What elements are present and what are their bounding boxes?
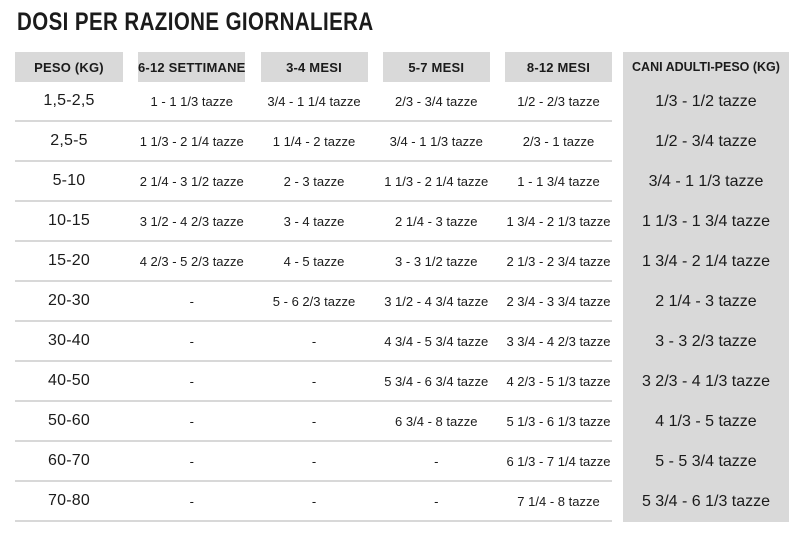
table-row <box>15 402 612 442</box>
table-row <box>15 442 612 482</box>
months-8-12-cell: 2 3/4 - 3 3/4 tazze <box>506 293 611 309</box>
table-row <box>15 282 612 322</box>
months-3-4-cell: - <box>311 413 317 429</box>
months-8-12-cell: 4 2/3 - 5 1/3 tazze <box>506 373 611 389</box>
months-3-4-cell: 1 1/4 - 2 tazze <box>272 133 356 149</box>
table-body <box>15 82 612 522</box>
adult-dose-cell: 3 - 3 2/3 tazze <box>655 333 757 350</box>
weight-cell: 5-10 <box>52 172 86 189</box>
page-title: DOSI PER RAZIONE GIORNALIERA <box>17 8 374 36</box>
months-5-7-cell: 2/3 - 3/4 tazze <box>395 93 478 109</box>
adult-dogs-column <box>623 52 789 522</box>
weight-cell: 1,5-2,5 <box>43 92 95 109</box>
table-row <box>15 82 612 122</box>
months-5-7-cell: 1 1/3 - 2 1/4 tazze <box>384 173 489 189</box>
table-row <box>15 362 612 402</box>
adult-dose-cell: 3 2/3 - 4 1/3 tazze <box>641 373 771 390</box>
adult-dose-cell: 1/2 - 3/4 tazze <box>655 133 757 150</box>
months-8-12-cell: 5 1/3 - 6 1/3 tazze <box>506 413 611 429</box>
months-8-12-cell: 2 1/3 - 2 3/4 tazze <box>506 253 611 269</box>
months-8-12-cell: 1/2 - 2/3 tazze <box>517 93 600 109</box>
months-5-7-cell: - <box>434 453 439 469</box>
weeks-6-12-cell: 3 1/2 - 4 2/3 tazze <box>139 213 244 229</box>
adult-dose-cell: 1 1/3 - 1 3/4 tazze <box>641 213 771 230</box>
adult-dose-cell: 1 3/4 - 2 1/4 tazze <box>641 253 771 270</box>
months-3-4-cell: 4 - 5 tazze <box>283 253 345 269</box>
months-3-4-cell: - <box>311 333 317 349</box>
adult-dose-cell: 5 3/4 - 6 1/3 tazze <box>641 493 771 510</box>
table-row <box>15 122 612 162</box>
weight-cell: 15-20 <box>48 252 90 269</box>
months-3-4-cell: 3/4 - 1 1/4 tazze <box>267 93 361 109</box>
months-3-4-cell: 5 - 6 2/3 tazze <box>272 293 356 309</box>
table-row <box>15 322 612 362</box>
table-row <box>15 162 612 202</box>
table-header-row <box>15 52 612 82</box>
weight-cell: 60-70 <box>48 452 90 469</box>
months-3-4-cell: - <box>311 453 317 469</box>
adult-dose-cell: 5 - 5 3/4 tazze <box>655 453 757 470</box>
months-5-7-cell: 3 - 3 1/2 tazze <box>395 253 478 269</box>
weeks-6-12-cell: - <box>189 493 194 509</box>
weight-cell: 20-30 <box>48 292 90 309</box>
column-header-cani-adulti: CANI ADULTI-PESO (KG) <box>632 60 780 74</box>
months-5-7-cell: 3/4 - 1 1/3 tazze <box>389 133 483 149</box>
weight-cell: 2,5-5 <box>50 132 88 149</box>
months-8-12-cell: 3 3/4 - 4 2/3 tazze <box>506 333 611 349</box>
months-5-7-cell: 2 1/4 - 3 tazze <box>395 213 478 229</box>
weight-cell: 50-60 <box>48 412 90 429</box>
column-header-peso-kg: PESO (KG) <box>15 52 123 82</box>
weeks-6-12-cell: 2 1/4 - 3 1/2 tazze <box>139 173 244 189</box>
months-8-12-cell: 7 1/4 - 8 tazze <box>517 493 600 509</box>
weeks-6-12-cell: - <box>189 293 194 309</box>
adult-dose-cell: 2 1/4 - 3 tazze <box>655 293 757 310</box>
weeks-6-12-cell: - <box>189 333 194 349</box>
months-3-4-cell: - <box>311 373 317 389</box>
months-3-4-cell: - <box>311 493 317 509</box>
adult-dose-cell: 1/3 - 1/2 tazze <box>655 93 757 110</box>
weeks-6-12-cell: 4 2/3 - 5 2/3 tazze <box>139 253 244 269</box>
weight-cell: 40-50 <box>48 372 90 389</box>
weeks-6-12-cell: 1 - 1 1/3 tazze <box>150 93 233 109</box>
adult-dose-cell: 4 1/3 - 5 tazze <box>655 413 757 430</box>
months-3-4-cell: 3 - 4 tazze <box>283 213 345 229</box>
column-header-8-12-mesi: 8-12 MESI <box>505 52 612 82</box>
months-8-12-cell: 6 1/3 - 7 1/4 tazze <box>506 453 611 469</box>
weeks-6-12-cell: 1 1/3 - 2 1/4 tazze <box>139 133 244 149</box>
months-3-4-cell: 2 - 3 tazze <box>283 173 345 189</box>
table-row <box>15 242 612 282</box>
adult-dose-cell: 3/4 - 1 1/3 tazze <box>648 173 764 190</box>
months-8-12-cell: 1 - 1 3/4 tazze <box>517 173 600 189</box>
column-header-6-12-settimane: 6-12 SETTIMANE <box>138 52 245 82</box>
months-5-7-cell: 6 3/4 - 8 tazze <box>395 413 478 429</box>
weeks-6-12-cell: - <box>189 373 194 389</box>
table-row <box>15 202 612 242</box>
weight-cell: 30-40 <box>48 332 90 349</box>
months-5-7-cell: 4 3/4 - 5 3/4 tazze <box>384 333 489 349</box>
months-5-7-cell: 5 3/4 - 6 3/4 tazze <box>384 373 489 389</box>
weight-cell: 70-80 <box>48 492 90 509</box>
table-row <box>15 482 612 522</box>
months-8-12-cell: 1 3/4 - 2 1/3 tazze <box>506 213 611 229</box>
months-5-7-cell: 3 1/2 - 4 3/4 tazze <box>384 293 489 309</box>
column-header-5-7-mesi: 5-7 MESI <box>383 52 490 82</box>
column-header-3-4-mesi: 3-4 MESI <box>261 52 368 82</box>
weeks-6-12-cell: - <box>189 453 194 469</box>
months-5-7-cell: - <box>434 493 439 509</box>
weeks-6-12-cell: - <box>189 413 194 429</box>
months-8-12-cell: 2/3 - 1 tazze <box>522 133 595 149</box>
weight-cell: 10-15 <box>48 212 90 229</box>
